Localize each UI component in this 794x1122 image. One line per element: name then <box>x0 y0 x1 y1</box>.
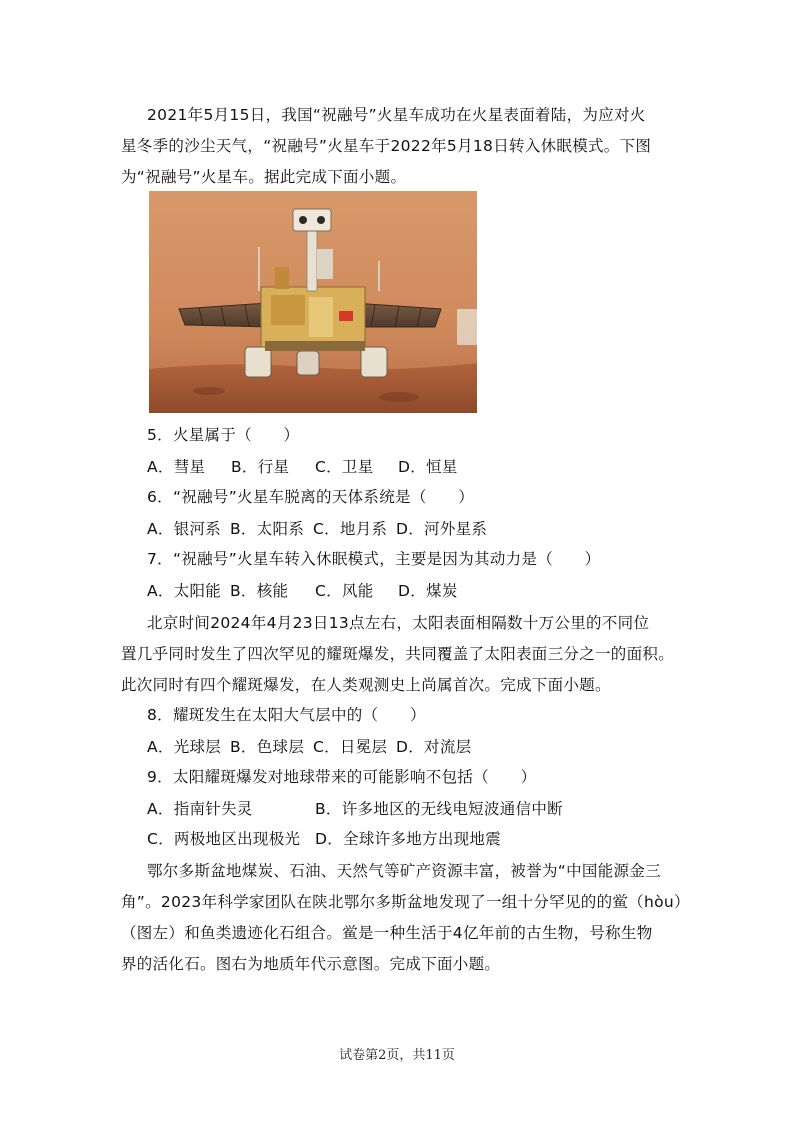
q8-option-a: A．光球层 <box>147 738 222 756</box>
passage2-line-1: 北京时间2024年4月23日13点左右，太阳表面相隔数十万公里的不同位 <box>147 614 650 632</box>
q8-stem: 8．耀斑发生在太阳大气层中的（ ） <box>147 706 426 724</box>
q6-option-d: D．河外星系 <box>396 520 488 538</box>
q5-option-b: B．行星 <box>231 458 290 476</box>
q5-option-d: D．恒星 <box>398 458 458 476</box>
q6-stem: 6．“祝融号”火星车脱离的天体系统是（ ） <box>147 488 475 506</box>
q6-option-a: A．银河系 <box>147 520 222 538</box>
q7-option-b: B．核能 <box>230 582 289 600</box>
q9-option-d: D．全球许多地方出现地震 <box>315 830 502 848</box>
passage3-line-2: 角”。2023年科学家团队在陕北鄂尔多斯盆地发现了一组十分罕见的的鲎（hòu） <box>121 893 690 911</box>
q5-option-a: A．彗星 <box>147 458 206 476</box>
q9-option-a: A．指南针失灵 <box>147 800 253 818</box>
q8-option-c: C．日冕层 <box>313 738 388 756</box>
page-footer: 试卷第2页，共11页 <box>339 1048 455 1063</box>
q7-option-a: A．太阳能 <box>147 582 222 600</box>
q5-stem: 5．火星属于（ ） <box>147 426 300 444</box>
passage3-line-3: （图左）和鱼类遗迹化石组合。鲎是一种生活于4亿年前的古生物，号称生物 <box>121 924 653 942</box>
q5-option-c: C．卫星 <box>315 458 374 476</box>
q7-option-c: C．风能 <box>315 582 374 600</box>
passage3-line-1: 鄂尔多斯盆地煤炭、石油、天然气等矿产资源丰富，被誉为“中国能源金三 <box>147 862 661 880</box>
passage2-line-2: 置几乎同时发生了四次罕见的耀斑爆发，共同覆盖了太阳表面三分之一的面积。 <box>121 645 675 663</box>
passage2-line-3: 此次同时有四个耀斑爆发，在人类观测史上尚属首次。完成下面小题。 <box>121 676 611 694</box>
passage1-line-1: 2021年5月15日，我国“祝融号”火星车成功在火星表面着陆，为应对火 <box>147 106 646 124</box>
q7-stem: 7．“祝融号”火星车转入休眠模式，主要是因为其动力是（ ） <box>147 550 601 568</box>
q8-option-b: B．色球层 <box>230 738 305 756</box>
q6-option-b: B．太阳系 <box>230 520 305 538</box>
passage1-line-2: 星冬季的沙尘天气，“祝融号”火星车于2022年5月18日转入休眠模式。下图 <box>121 137 652 155</box>
q9-option-c: C．两极地区出现极光 <box>147 830 301 848</box>
q6-option-c: C．地月系 <box>313 520 388 538</box>
q7-option-d: D．煤炭 <box>398 582 458 600</box>
passage1-line-3: 为“祝融号”火星车。据此完成下面小题。 <box>121 168 407 186</box>
zhurong-rover-photo <box>149 191 477 413</box>
q9-stem: 9．太阳耀斑爆发对地球带来的可能影响不包括（ ） <box>147 768 537 786</box>
q8-option-d: D．对流层 <box>396 738 472 756</box>
passage3-line-4: 界的活化石。图右为地质年代示意图。完成下面小题。 <box>121 955 501 973</box>
q9-option-b: B．许多地区的无线电短波通信中断 <box>315 800 563 818</box>
